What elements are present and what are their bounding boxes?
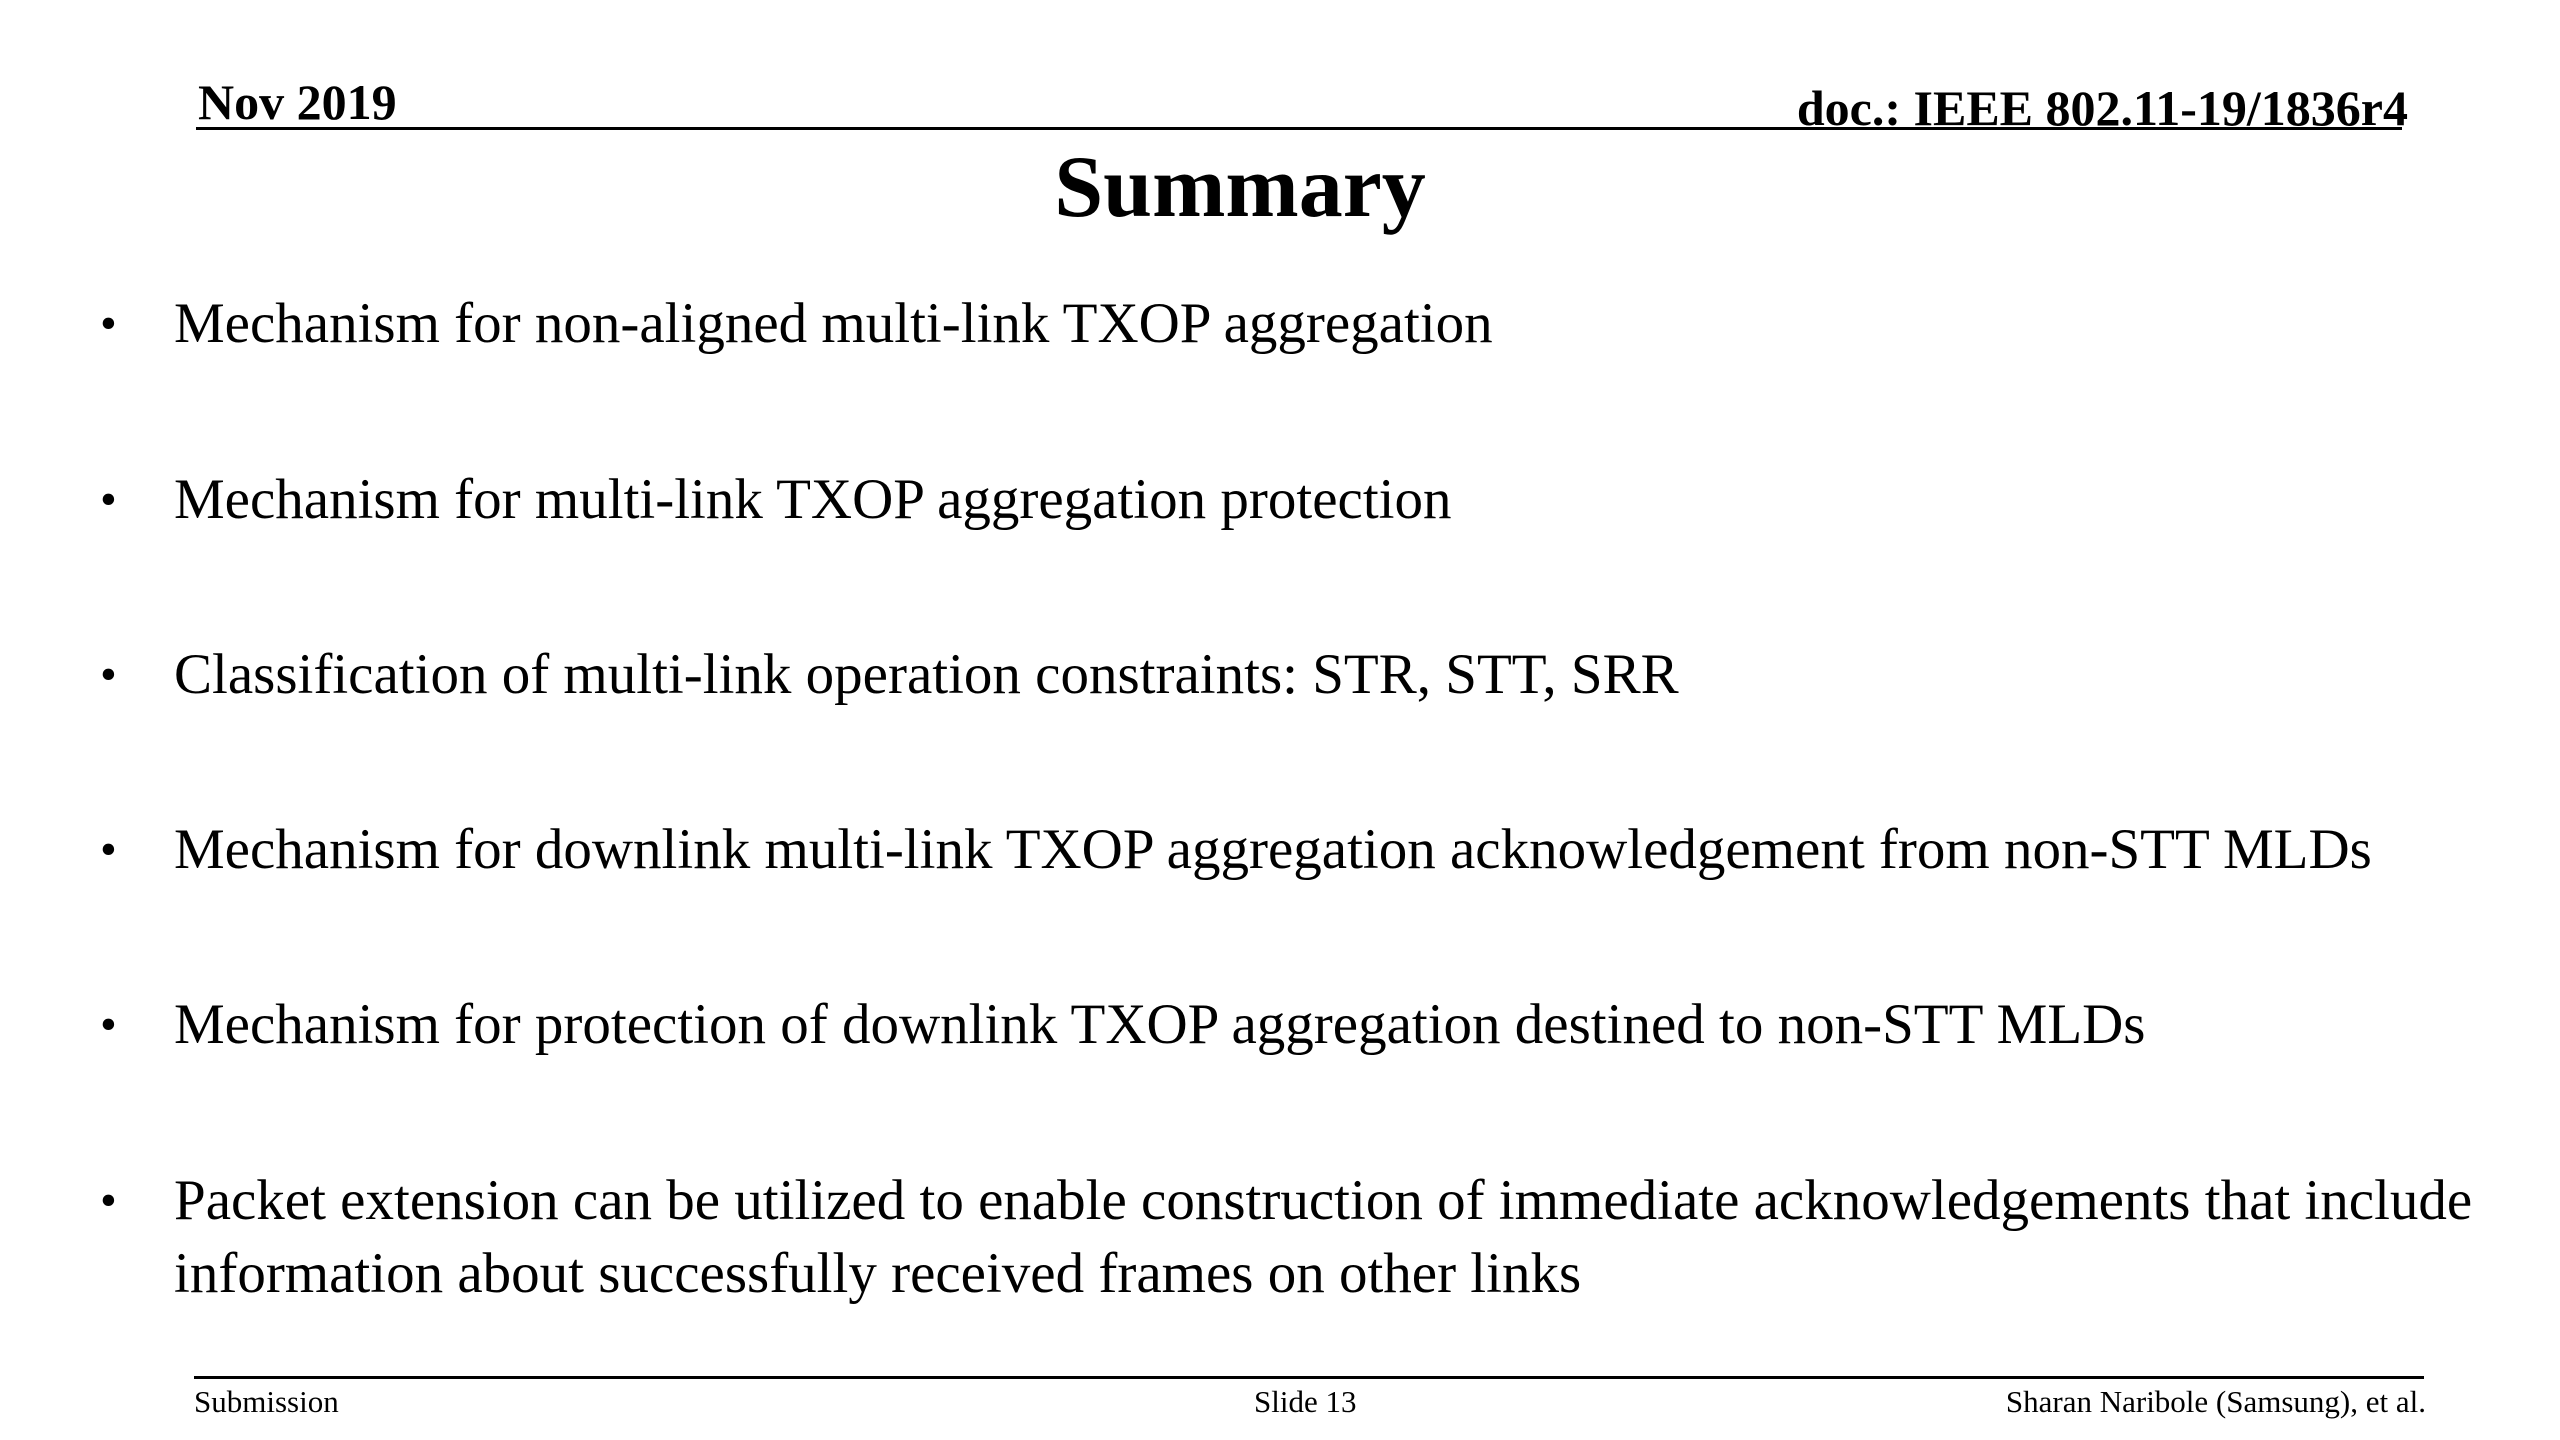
bullet-marker: • [100,473,117,526]
bullet-text: Mechanism for non-aligned multi-link TXOP aggregation [174,292,1493,355]
bullet-text: Packet extension can be utilized to enable construction of immediate acknowledgements that include information about successfully received frames on other links [174,1169,2473,1305]
bullet-marker: • [100,823,117,876]
bullet-marker: • [100,1174,117,1227]
footer-slide-number: Slide 13 [1254,1384,1357,1419]
bullet-marker: • [100,998,117,1051]
footer-submission: Submission [194,1384,339,1419]
bullet-text: Mechanism for multi-link TXOP aggregation protection [174,468,1452,531]
header-doc-id: doc.: IEEE 802.11-19/1836r4 [1796,80,2408,136]
slide-title: Summary [1054,139,1426,236]
footer-author: Sharan Naribole (Samsung), et al. [2005,1384,2426,1419]
bullet-text: Classification of multi-link operation constraints: STR, STT, SRR [174,643,1679,706]
bullet-marker: • [100,297,117,350]
bullet-text: Mechanism for protection of downlink TXOP aggregation destined to non-STT MLDs [174,993,2146,1056]
footer-divider [194,1376,2424,1379]
bullet-text: Mechanism for downlink multi-link TXOP aggregation acknowledgement from non-STT MLDs [174,818,2372,881]
bullet-marker: • [100,648,117,701]
header-date: Nov 2019 [198,74,397,130]
